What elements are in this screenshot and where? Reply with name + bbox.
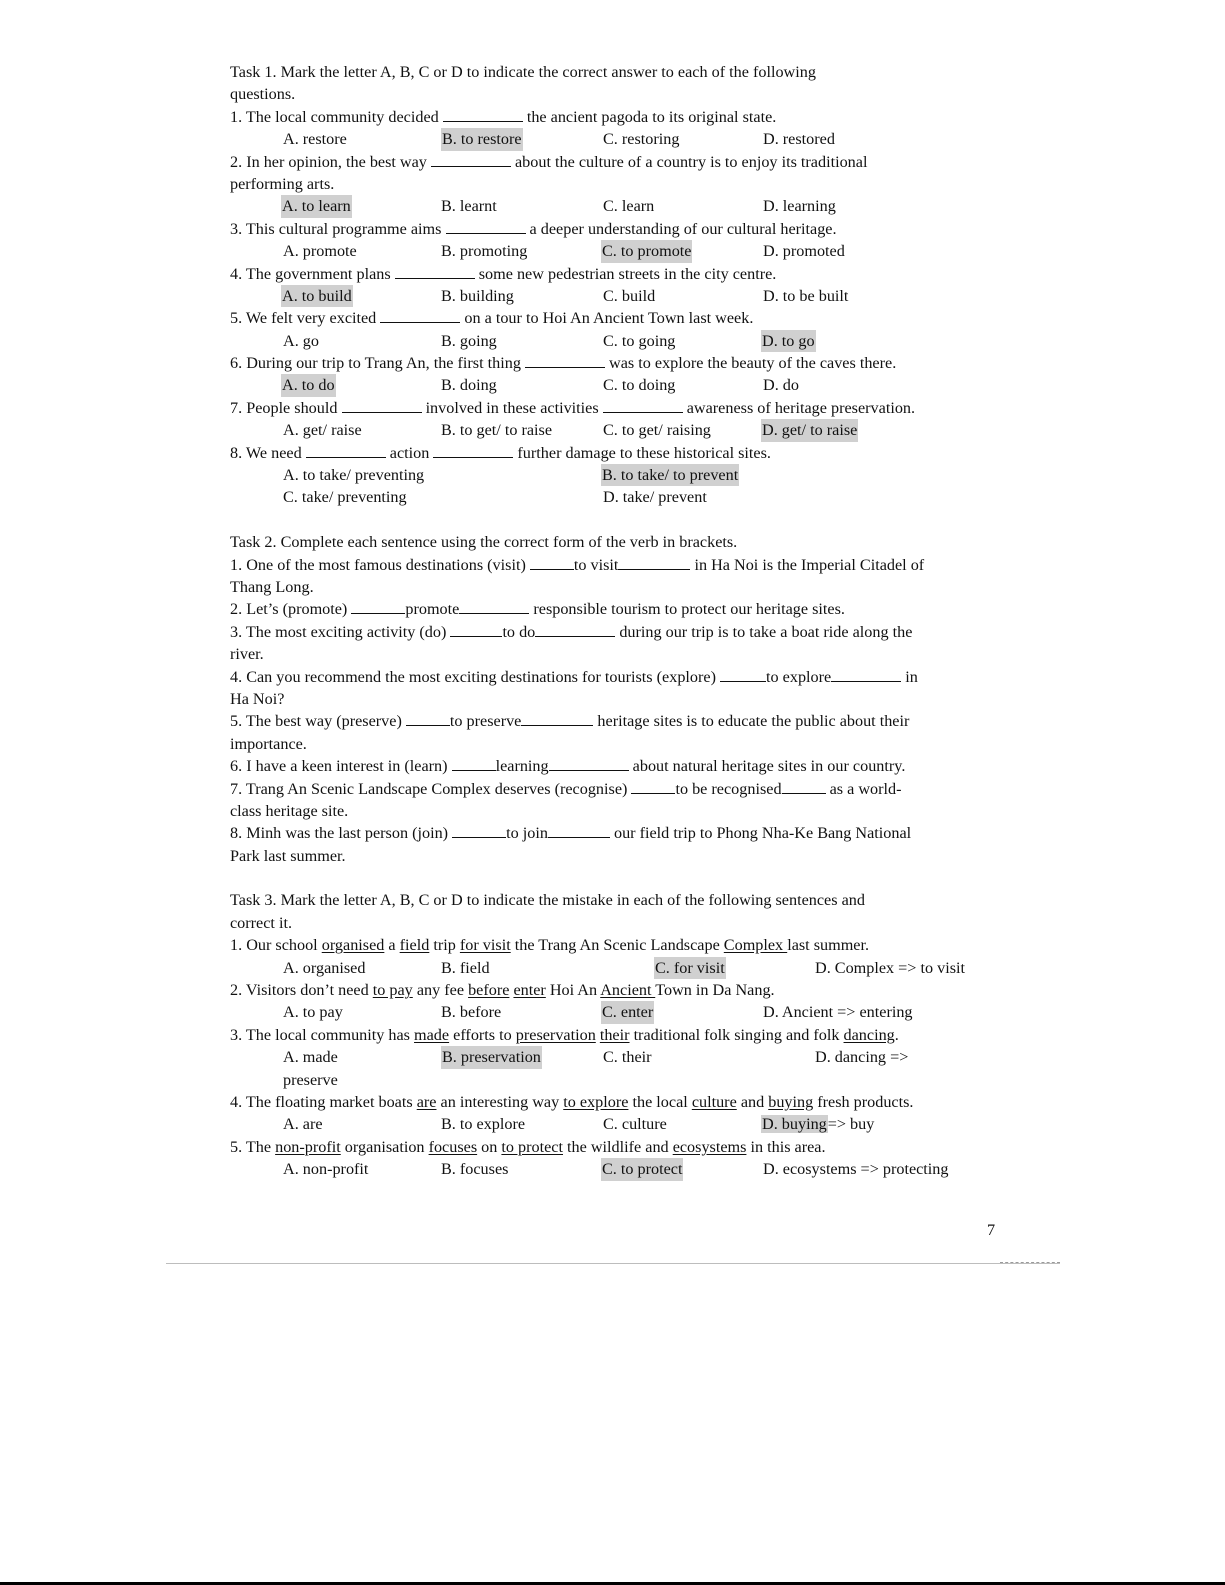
filled-answer: learning xyxy=(495,757,549,776)
options-row xyxy=(230,1046,1000,1068)
option-c: C. to get/ raising xyxy=(603,421,711,440)
task1-question: 4. The government plans some new pedestrian streets in the city centre. xyxy=(230,264,777,283)
option-d: D. do xyxy=(763,376,799,395)
option-d: D. ecosystems => protecting xyxy=(763,1160,949,1179)
filled-answer: to visit xyxy=(573,555,619,574)
task3-heading-cont: correct it. xyxy=(230,913,293,932)
page-number: 7 xyxy=(987,1221,996,1239)
task2-heading: Task 2. Complete each sentence using the correct form of the verb in brackets. xyxy=(230,533,738,552)
option-a: A. to take/ preventing xyxy=(283,466,425,485)
options-row xyxy=(230,285,1000,307)
option-d-highlighted: D. buying xyxy=(762,1115,827,1134)
option-a: A. are xyxy=(283,1115,323,1134)
options-row xyxy=(230,419,1000,441)
option-d: D. to be built xyxy=(763,286,849,305)
task1-question: 6. During our trip to Trang An, the first thing was to explore the beauty of the caves there. xyxy=(230,354,897,373)
option-b: B. field xyxy=(441,958,490,977)
filled-answer: to explore xyxy=(766,667,832,686)
task1-heading: Task 1. Mark the letter A, B, C or D to indicate the correct answer to each of the following xyxy=(230,63,816,81)
option-a-highlighted: A. to learn xyxy=(281,195,352,217)
option-d xyxy=(761,1113,874,1135)
task2-sentence: 6. I have a keen interest in (learn) learning about natural heritage sites in our country. xyxy=(230,757,906,776)
option-c: C. restoring xyxy=(603,130,680,149)
task2-sentence: 2. Let’s (promote) promote responsible tourism to protect our heritage sites. xyxy=(230,600,845,619)
option-b: B. focuses xyxy=(441,1160,509,1179)
task2-sentence-cont: class heritage site. xyxy=(230,801,349,820)
option-b: B. building xyxy=(441,286,514,305)
option-a: A. get/ raise xyxy=(283,421,362,440)
option-b: B. promoting xyxy=(441,242,528,261)
option-d-highlighted: D. to go xyxy=(761,330,816,352)
answer-blank xyxy=(443,107,523,122)
option-a-highlighted: A. to build xyxy=(281,285,353,307)
task3-sentence: 2. Visitors don’t need to pay any fee before enter Hoi An Ancient Town in Da Nang. xyxy=(230,981,775,1000)
options-row xyxy=(230,957,1000,979)
option-c-highlighted: C. for visit xyxy=(654,957,726,979)
option-c-highlighted: C. enter xyxy=(601,1001,654,1023)
option-a: A. made xyxy=(283,1048,338,1067)
filled-answer: to do xyxy=(502,622,536,641)
task1-question: 2. In her opinion, the best way about the culture of a country is to enjoy its traditional xyxy=(230,152,868,171)
option-d: D. take/ prevent xyxy=(603,488,707,507)
page-divider-dash xyxy=(1000,1262,1060,1263)
task2-sentence: 5. The best way (preserve) to preserve heritage sites is to educate the public about their xyxy=(230,712,910,731)
option-b: B. before xyxy=(441,1003,502,1022)
answer-blank xyxy=(306,443,386,458)
task1-question: 5. We felt very excited on a tour to Hoi An Ancient Town last week. xyxy=(230,309,754,328)
filled-answer: to join xyxy=(506,824,548,843)
option-c: C. their xyxy=(603,1048,652,1067)
task2-sentence: 3. The most exciting activity (do) to do during our trip is to take a boat ride along the xyxy=(230,622,913,641)
option-c-highlighted: C. to protect xyxy=(601,1158,683,1180)
task1-question: 8. We need action further damage to these historical sites. xyxy=(230,443,771,462)
filled-answer: to preserve xyxy=(449,712,522,731)
answer-blank xyxy=(380,308,460,323)
option-c: C. to going xyxy=(603,331,676,350)
option-d-highlighted: D. get/ to raise xyxy=(761,419,858,441)
answer-blank xyxy=(433,443,513,458)
options-row xyxy=(230,330,1000,352)
task2-sentence: 4. Can you recommend the most exciting destinations for tourists (explore) to explore in xyxy=(230,667,918,686)
task3-sentence: 1. Our school organised a field trip for visit the Trang An Scenic Landscape Complex last summer. xyxy=(230,936,870,955)
option-a: A. go xyxy=(283,331,319,350)
filled-answer: to be recognised xyxy=(675,779,782,798)
options-row xyxy=(230,1158,1000,1180)
options-row xyxy=(230,374,1000,396)
option-d-correction: preserve xyxy=(283,1070,338,1089)
option-b-highlighted: B. to restore xyxy=(441,128,523,150)
task2-sentence-cont: river. xyxy=(230,645,264,664)
options-row xyxy=(230,240,1000,262)
option-b: B. to get/ to raise xyxy=(441,421,553,440)
task3-sentence: 5. The non-profit organisation focuses on to protect the wildlife and ecosystems in this area. xyxy=(230,1137,826,1156)
option-c: C. build xyxy=(603,286,656,305)
task1-heading-cont: questions. xyxy=(230,85,296,104)
option-d: D. dancing => xyxy=(815,1048,909,1067)
options-row xyxy=(230,486,1000,508)
answer-blank xyxy=(342,398,422,413)
option-c: C. take/ preventing xyxy=(283,488,407,507)
filled-answer: promote xyxy=(405,600,460,619)
option-d: D. Complex => to visit xyxy=(815,958,966,977)
task3-sentence: 4. The floating market boats are an interesting way to explore the local culture and buying fresh products. xyxy=(230,1092,914,1111)
task2-sentence-cont: Ha Noi? xyxy=(230,689,285,708)
option-c-highlighted: C. to promote xyxy=(601,240,692,262)
option-b: B. going xyxy=(441,331,497,350)
answer-blank xyxy=(431,152,511,167)
option-d: D. restored xyxy=(763,130,835,149)
options-row xyxy=(230,128,1000,150)
worksheet xyxy=(230,61,1000,1181)
options-row xyxy=(230,1113,1000,1135)
option-b: B. learnt xyxy=(441,197,497,216)
option-b-highlighted: B. to take/ to prevent xyxy=(601,464,739,486)
option-a-highlighted: A. to do xyxy=(281,374,336,396)
task2-sentence: 1. One of the most famous destinations (visit) to visit in Ha Noi is the Imperial Citadel of xyxy=(230,555,925,574)
option-a: A. to pay xyxy=(283,1003,343,1022)
option-d: D. learning xyxy=(763,197,836,216)
option-d: D. Ancient => entering xyxy=(763,1003,913,1022)
task2-sentence: 8. Minh was the last person (join) to join our field trip to Phong Nha-Ke Bang National xyxy=(230,824,912,843)
option-a: A. promote xyxy=(283,242,357,261)
task2-sentence-cont: Park last summer. xyxy=(230,846,346,865)
answer-blank xyxy=(525,353,605,368)
task2-sentence-cont: Thang Long. xyxy=(230,577,314,596)
option-d: D. promoted xyxy=(763,242,845,261)
option-a: A. organised xyxy=(283,958,366,977)
option-d-correction: => buy xyxy=(827,1115,875,1134)
task2-sentence: 7. Trang An Scenic Landscape Complex deserves (recognise) to be recognised as a world- xyxy=(230,779,902,798)
option-b: B. to explore xyxy=(441,1115,526,1134)
task3-sentence: 3. The local community has made efforts to preservation their traditional folk singing and folk dancing. xyxy=(230,1025,899,1044)
answer-blank xyxy=(446,219,526,234)
option-c: C. learn xyxy=(603,197,655,216)
task3-heading: Task 3. Mark the letter A, B, C or D to indicate the mistake in each of the following sentences and xyxy=(230,891,865,910)
task1-question-cont: performing arts. xyxy=(230,174,335,193)
option-a: A. non-profit xyxy=(283,1160,369,1179)
option-c: C. culture xyxy=(603,1115,667,1134)
options-row-cont xyxy=(230,1069,1000,1091)
task1-question: 7. People should involved in these activities awareness of heritage preservation. xyxy=(230,398,916,417)
task1-question: 3. This cultural programme aims a deeper understanding of our cultural heritage. xyxy=(230,219,837,238)
option-b: B. doing xyxy=(441,376,497,395)
option-c: C. to doing xyxy=(603,376,676,395)
options-row xyxy=(230,464,1000,486)
answer-blank xyxy=(603,398,683,413)
option-a: A. restore xyxy=(283,130,347,149)
option-b-highlighted: B. preservation xyxy=(441,1046,542,1068)
options-row xyxy=(230,1001,1000,1023)
options-row xyxy=(230,195,1000,217)
page-divider xyxy=(166,1263,1060,1264)
answer-blank xyxy=(395,264,475,279)
task1-question: 1. The local community decided the ancient pagoda to its original state. xyxy=(230,107,777,126)
task2-sentence-cont: importance. xyxy=(230,734,307,753)
